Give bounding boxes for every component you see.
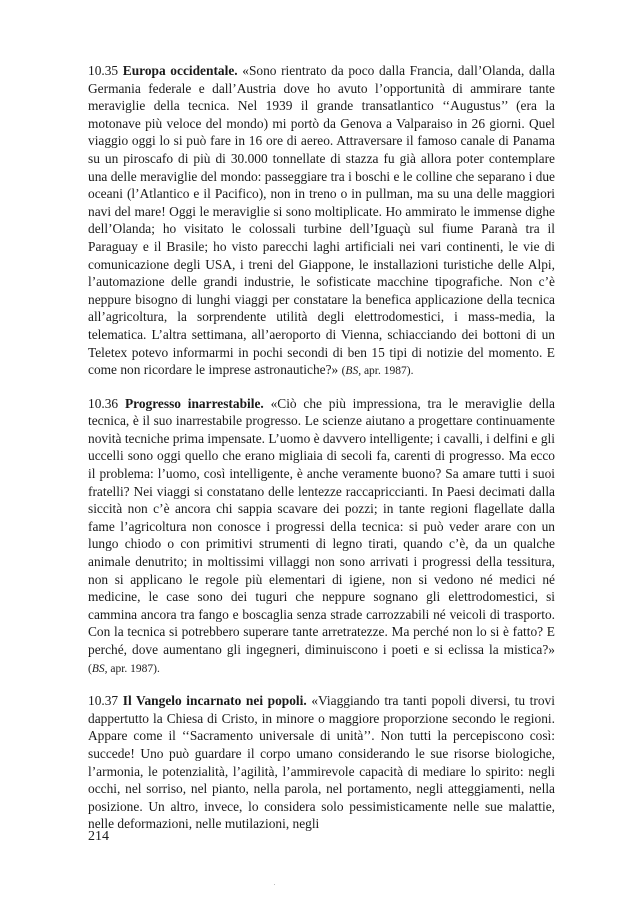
paragraph-text: «Viaggiando tra tanti popoli diversi, tu trovi dappertutto la Chiesa di Cristo, in minore o maggiore proporzione secondo le regioni. Appare come il ‘‘Sacramento universale di unità’’. Non tutti la percepiscono così: succede! Uno può guardare il corpo umano considerando le sue risorse biologiche, l’armonia, le potenzialità, l’agilità, l’ammirevole capacità di mediare lo spirito: negli occhi, nel sorriso, nel pianto, nella parola, nel portamento, negli atteggiamenti, nella posizione. Un altro, invece, lo considera solo pessimisticamente nelle sue malattie, nelle deformazioni, nelle mutilazioni, negli	[88, 693, 555, 832]
source-abbreviation: BS,	[345, 365, 362, 378]
source-abbreviation: BS,	[91, 662, 108, 675]
paragraph-heading: Europa occidentale.	[122, 63, 238, 78]
page-number: 214	[88, 829, 109, 844]
paragraph-text: «Sono rientrato da poco dalla Francia, dall’Olanda, dalla Germania federale e dall’Austria dove ho avuto l’opportunità di ammirare tante meraviglie della tecnica. Nel 1939 il grande transatlantico ‘‘Augustus’’ (era la motonave più veloce del mondo) mi portò da Genova a Valparaiso in 26 giorni. Quel viaggio oggi lo si può fare in 16 ore di aereo. Attraversare il famoso canale di Panama su un piroscafo di più di 30.000 tonnellate di stazza fu già allora poter contemplare una delle meraviglie del mondo: passeggiare tra i boschi e le colline che separano i due oceani (l’Atlantico e il Pacifico), non in treno o in pullman, ma su una delle maggiori navi del mare! Oggi le meraviglie si sono moltiplicate. Ho ammirato le immense dighe dell’Olanda; ho visitato le colossali turbine dell’Iguaçù sul fiume Paranà tra il Paraguay e il Brasile; ho visto parecchi laghi artificiali nei vari continenti, le vie di comunicazione degli USA, i treni del Giappone, le installazioni turistiche delle Alpi, l’automazione delle grandi industrie, le sofisticate macchine tipografiche. Non c’è neppure bisogno di lunghi viaggi per constatare la benefica applicazione della tecnica all’agricoltura, la sorprendente utilità degli elettrodomestici, i mass-media, la telematica. L’altra settimana, all’aeroporto di Vienna, schiacciando dei bottoni di un Teletex potevo informarmi in pochi secondi di ben 15 tipi di notizie del momento. E come non ricordare le imprese astronautiche?»	[88, 63, 555, 378]
source-citation: (BS, apr. 1987).	[88, 662, 160, 675]
scan-speck	[274, 884, 275, 885]
paragraph-heading: Progresso inarrestabile.	[124, 395, 264, 411]
paragraph-10-37	[88, 692, 555, 833]
source-citation: (BS, apr. 1987).	[341, 365, 414, 378]
paragraph-text: «Ciò che più impressiona, tra le meraviglie della tecnica, è il suo inarrestabile progresso. Le scienze aiutano a progettare continuamente novità tecniche prima impensate. L’uomo è davvero intelligente; i cavalli, i delfini e gli uccelli sono oggi quello che erano migliaia di secoli fa, carenti di progresso. Ma ecco il problema: l’uomo, così intelligente, è anche veramente buono? Sa amare tutti i suoi fratelli? Nei viaggi si constatano delle lentezze raccapriccianti. In Paesi decimati dalla siccità non c’è ancora chi sappia scavare dei pozzi; in tante regioni flagellate dalla fame l’agricoltura non conosce i progressi della tecnica: si può veder arare con un lungo chiodo o con primitivi strumenti di legno tirati, quando c’è, da un qualche animale denutrito; in moltissimi villaggi non sono arrivati i progressi della tessitura, non si applicano le regole più elementari di igiene, non si vedono né medici né medicine, le case sono dei tuguri che neppure sognano gli elettrodomestici, si cammina ancora tra fango e boscaglia senza strade carrozzabili né veicoli di trasporto. Con la tecnica si potrebbero superare tante arretratezze. Ma perché non lo si è fatto? E perché, dove aumentano gli ingegneri, diminuiscono i poeti e si eclissa la mistica?»	[88, 395, 555, 657]
paragraph-number: 10.35	[88, 63, 119, 78]
paragraph-number: 10.36	[88, 395, 119, 411]
page-body	[88, 62, 555, 847]
source-date: apr. 1987).	[110, 662, 160, 675]
paragraph-10-36	[88, 395, 555, 679]
source-date: apr. 1987).	[363, 365, 414, 378]
paragraph-10-35	[88, 62, 555, 381]
paragraph-number: 10.37	[88, 693, 119, 709]
paragraph-heading: Il Vangelo incarnato nei popoli.	[122, 693, 307, 709]
